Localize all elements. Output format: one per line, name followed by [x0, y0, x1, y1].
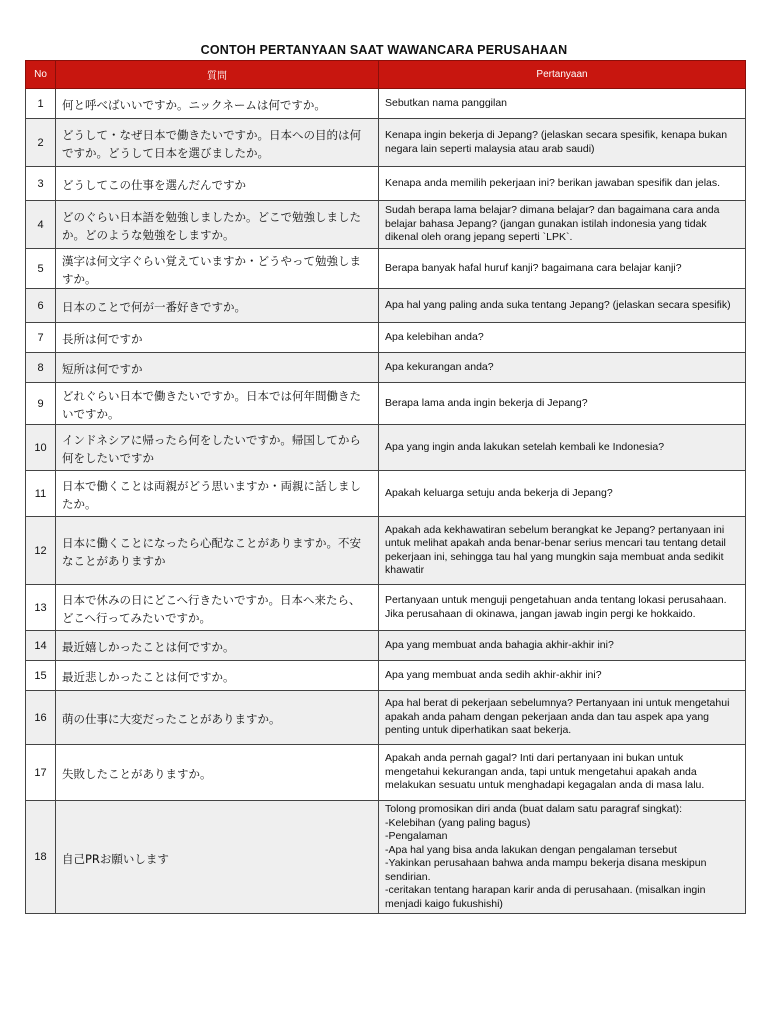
table-row: [26, 89, 746, 119]
answer-cell: Sebutkan nama panggilan: [379, 89, 746, 119]
table-row: [26, 661, 746, 691]
answer-cell: Apa hal yang paling anda suka tentang Jepang? (jelaskan secara spesifik): [379, 289, 746, 323]
row-number: 15: [26, 661, 56, 691]
question-cell: どのぐらい日本語を勉強しましたか。どこで勉強しましたか。どのような勉強をしますか。: [56, 201, 379, 249]
answer-cell: Berapa banyak hafal huruf kanji? bagaimana cara belajar kanji?: [379, 249, 746, 289]
table-row: [26, 585, 746, 631]
row-number: 9: [26, 383, 56, 425]
table-row: [26, 289, 746, 323]
question-cell: 日本で働くことは両親がどう思いますか・両親に話しましたか。: [56, 471, 379, 517]
row-number: 3: [26, 167, 56, 201]
table-header-row: [26, 61, 746, 89]
table-row: [26, 353, 746, 383]
row-number: 8: [26, 353, 56, 383]
table-row: [26, 249, 746, 289]
answer-cell: Apa yang membuat anda sedih akhir-akhir ini?: [379, 661, 746, 691]
answer-cell: Apa kekurangan anda?: [379, 353, 746, 383]
question-cell: 日本のことで何が一番好きですか。: [56, 289, 379, 323]
question-cell: 日本で休みの日にどこへ行きたいですか。日本へ来たら、どこへ行ってみたいですか。: [56, 585, 379, 631]
question-cell: 何と呼べばいいですか。ニックネームは何ですか。: [56, 89, 379, 119]
question-cell: どれぐらい日本で働きたいですか。日本では何年間働きたいですか。: [56, 383, 379, 425]
table-row: [26, 471, 746, 517]
table-row: [26, 691, 746, 745]
question-cell: 失敗したことがありますか。: [56, 745, 379, 801]
row-number: 14: [26, 631, 56, 661]
table-row: [26, 517, 746, 585]
header-no: No: [26, 61, 56, 89]
answer-cell: Apa kelebihan anda?: [379, 323, 746, 353]
table-row: [26, 119, 746, 167]
answer-cell: Apakah anda pernah gagal? Inti dari pertanyaan ini bukan untuk mengetahui kekurangan anda, tapi untuk mengetahui apakah anda melakukan sesuatu untuk menghadapi kegagalan anda di masa lalu.: [379, 745, 746, 801]
answer-cell: Sudah berapa lama belajar? dimana belajar? dan bagaimana cara anda belajar bahasa Jepang? (jangan gunakan istilah indonesia yang tidak dikenal oleh orang jepang seperti `LPK`.: [379, 201, 746, 249]
table-row: [26, 425, 746, 471]
table-row: [26, 801, 746, 914]
row-number: 12: [26, 517, 56, 585]
document-title: CONTOH PERTANYAAN SAAT WAWANCARA PERUSAHAAN: [200, 43, 568, 57]
answer-cell: Berapa lama anda ingin bekerja di Jepang?: [379, 383, 746, 425]
table-row: [26, 167, 746, 201]
row-number: 4: [26, 201, 56, 249]
answer-cell: Apa yang ingin anda lakukan setelah kembali ke Indonesia?: [379, 425, 746, 471]
table-row: [26, 745, 746, 801]
row-number: 2: [26, 119, 56, 167]
row-number: 13: [26, 585, 56, 631]
question-cell: 長所は何ですか: [56, 323, 379, 353]
question-cell: 自己PRお願いします: [56, 801, 379, 914]
row-number: 16: [26, 691, 56, 745]
header-answer: Pertanyaan: [379, 61, 746, 89]
question-cell: 漢字は何文字ぐらい覚えていますか・どうやって勉強しますか。: [56, 249, 379, 289]
question-cell: どうしてこの仕事を選んだんですか: [56, 167, 379, 201]
table-row: [26, 631, 746, 661]
question-cell: 萌の仕事に大変だったことがありますか。: [56, 691, 379, 745]
row-number: 6: [26, 289, 56, 323]
question-cell: 日本に働くことになったら心配なことがありますか。不安なことがありますか: [56, 517, 379, 585]
row-number: 11: [26, 471, 56, 517]
question-cell: 短所は何ですか: [56, 353, 379, 383]
table-row: [26, 323, 746, 353]
question-cell: どうして・なぜ日本で働きたいですか。日本への目的は何ですか。どうして日本を選びましたか。: [56, 119, 379, 167]
answer-cell: Tolong promosikan diri anda (buat dalam satu paragraf singkat): -Kelebihan (yang paling bagus) -Pengalaman -Apa hal yang bisa anda lakukan dengan pengalaman tersebut -Yakinkan perusahaan bahwa anda mampu bekerja disana meskipun sendirian. -ceritakan tentang harapan karir anda di perusahaan. (misalkan ingin menjadi kaigo fukushishi): [379, 801, 746, 914]
header-question: 質問: [56, 61, 379, 89]
answer-cell: Apa hal berat di pekerjaan sebelumnya? Pertanyaan ini untuk mengetahui apakah anda paham dengan pekerjaan anda dan tau aspek apa yang penting untuk diperhatikan saat bekerja.: [379, 691, 746, 745]
row-number: 17: [26, 745, 56, 801]
question-cell: 最近悲しかったことは何ですか。: [56, 661, 379, 691]
table-row: [26, 383, 746, 425]
row-number: 5: [26, 249, 56, 289]
answer-cell: Kenapa anda memilih pekerjaan ini? berikan jawaban spesifik dan jelas.: [379, 167, 746, 201]
row-number: 10: [26, 425, 56, 471]
question-cell: インドネシアに帰ったら何をしたいですか。帰国してから何をしたいですか: [56, 425, 379, 471]
interview-question-table: [25, 60, 746, 914]
answer-cell: Kenapa ingin bekerja di Jepang? (jelaskan secara spesifik, kenapa bukan negara lain seperti malaysia atau arab saudi): [379, 119, 746, 167]
row-number: 18: [26, 801, 56, 914]
answer-cell: Apakah keluarga setuju anda bekerja di Jepang?: [379, 471, 746, 517]
row-number: 1: [26, 89, 56, 119]
question-cell: 最近嬉しかったことは何ですか。: [56, 631, 379, 661]
answer-cell: Apakah ada kekhawatiran sebelum berangkat ke Jepang? pertanyaan ini untuk melihat apakah anda benar-benar serius mencari tau tentang detail pekerjaan ini, sehingga tau hal yang mungkin saja membuat anda sedikit khawatir: [379, 517, 746, 585]
answer-cell: Apa yang membuat anda bahagia akhir-akhir ini?: [379, 631, 746, 661]
row-number: 7: [26, 323, 56, 353]
table-row: [26, 201, 746, 249]
answer-cell: Pertanyaan untuk menguji pengetahuan anda tentang lokasi perusahaan. Jika perusahaan di okinawa, jangan jawab ingin pergi ke hokkaido.: [379, 585, 746, 631]
